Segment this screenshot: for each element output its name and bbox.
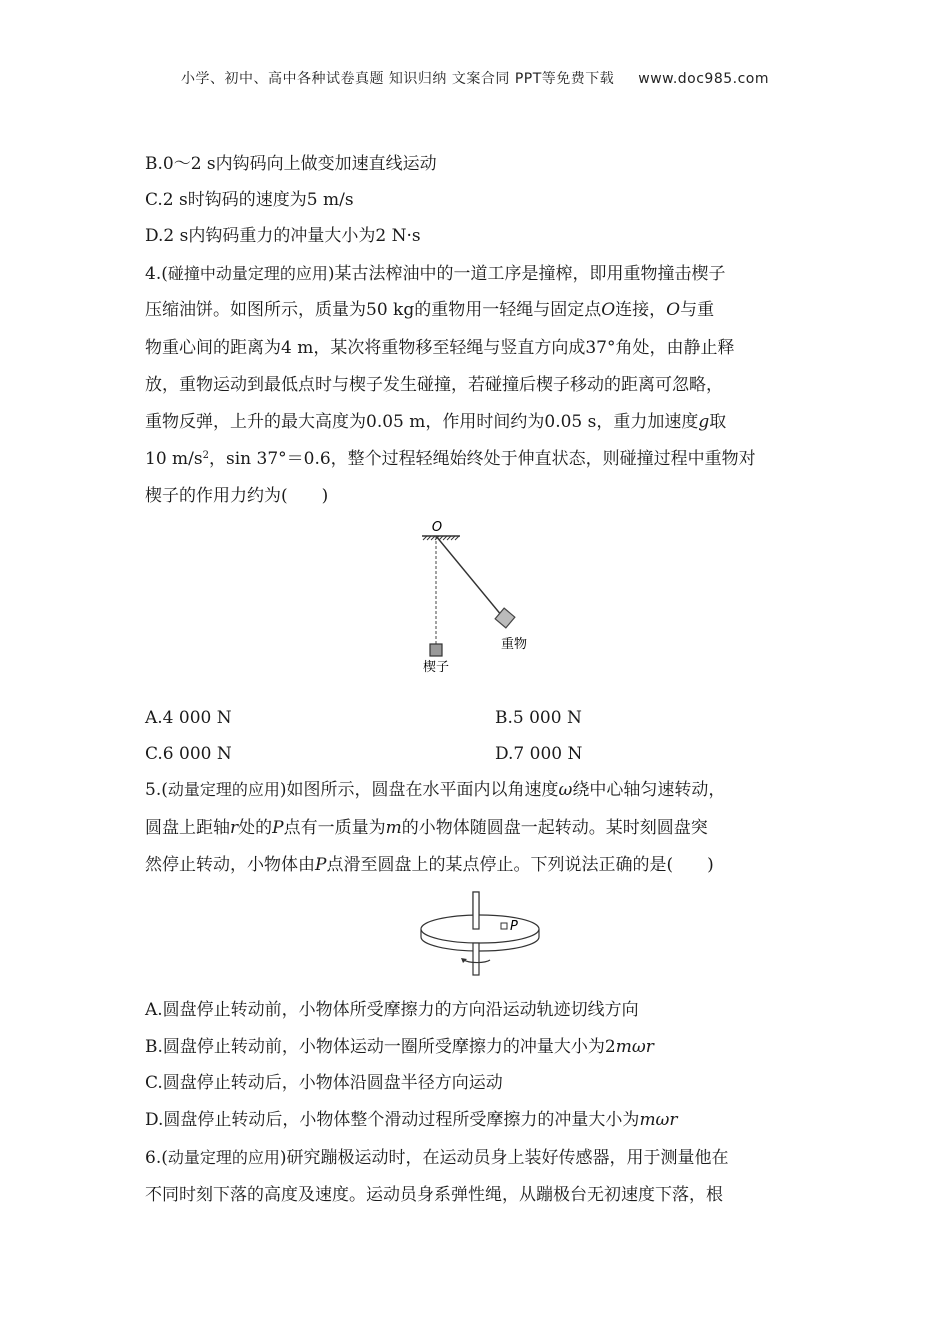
q5-option-d: D.圆盘停止转动后，小物体整个滑动过程所受摩擦力的冲量大小为mωr [145, 1110, 678, 1130]
q4-option-b: B.5 000 N [495, 708, 582, 728]
q4-line-3: 物重心间的距离为4 m，某次将重物移至轻绳与竖直方向成37°角处，由静止释 [145, 338, 735, 358]
q4-line-2: 压缩油饼。如图所示，质量为50 kg的重物用一轻绳与固定点O连接，O与重 [145, 300, 715, 320]
q4-line-4: 放，重物运动到最低点时与楔子发生碰撞，若碰撞后楔子移动的距离可忽略， [145, 375, 723, 395]
disk-top [421, 915, 539, 943]
header-url: www.doc985.com [638, 71, 770, 87]
rope [436, 536, 502, 616]
axle-upper [473, 892, 479, 929]
q4-line-5: 重物反弹，上升的最大高度为0.05 m，作用时间约为0.05 s，重力加速度g取 [145, 412, 727, 432]
label-p: P [510, 919, 518, 934]
rotation-arrowhead [461, 958, 467, 963]
q3-option-b: B.0～2 s内钩码向上做变加速直线运动 [145, 154, 437, 174]
q6-line-2: 不同时刻下落的高度及速度。运动员身系弹性绳，从蹦极台无初速度下落，根 [145, 1185, 723, 1205]
q4-option-d: D.7 000 N [495, 744, 583, 764]
q4-line-1: 4.(碰撞中动量定理的应用)某古法榨油中的一道工序是撞榨，即用重物撞击楔子 [145, 264, 726, 284]
axle-lower [473, 943, 479, 975]
q3-option-d: D.2 s内钩码重力的冲量大小为2 N·s [145, 226, 421, 246]
q4-option-a: A.4 000 N [145, 708, 232, 728]
q3-option-c: C.2 s时钩码的速度为5 m/s [145, 190, 354, 210]
header-title: 小学、初中、高中各种试卷真题 知识归纳 文案合同 PPT等免费下载 [180, 71, 615, 87]
q5-line-1: 5.(动量定理的应用)如图所示，圆盘在水平面内以角速度ω绕中心轴匀速转动， [145, 780, 726, 800]
q4-option-c: C.6 000 N [145, 744, 232, 764]
q5-topic-tag: 动量定理的应用 [167, 780, 280, 799]
q5-line-3: 然停止转动，小物体由P点滑至圆盘上的某点停止。下列说法正确的是( ) [145, 855, 714, 875]
label-wedge: 楔子 [422, 660, 450, 675]
pendulum-figure [410, 515, 540, 680]
q5-option-b: B.圆盘停止转动前，小物体运动一圈所受摩擦力的冲量大小为2mωr [145, 1037, 654, 1057]
label-weight: 重物 [500, 637, 528, 652]
q5-line-2: 圆盘上距轴r处的P点有一质量为m的小物体随圆盘一起转动。某时刻圆盘突 [145, 818, 708, 838]
wedge-block [430, 644, 442, 656]
page-header [0, 68, 950, 88]
disk-figure [412, 888, 562, 988]
q5-option-c: C.圆盘停止转动后，小物体沿圆盘半径方向运动 [145, 1073, 503, 1093]
q6-topic-tag: 动量定理的应用 [167, 1148, 280, 1167]
small-object [501, 923, 507, 929]
q6-line-1: 6.(动量定理的应用)研究蹦极运动时，在运动员身上装好传感器，用于测量他在 [145, 1148, 729, 1168]
q4-line-7: 楔子的作用力约为( ) [145, 486, 329, 506]
q4-topic-tag: 碰撞中动量定理的应用 [167, 264, 328, 283]
q4-line-6: 10 $m/s^2$，sin 37°＝0.6，整个过程轻绳始终处于伸直状态，则碰撞过程中重物对 [145, 449, 756, 469]
figure-label-o: O [431, 520, 443, 535]
q5-option-a: A.圆盘停止转动前，小物体所受摩擦力的方向沿运动轨迹切线方向 [145, 1000, 639, 1020]
